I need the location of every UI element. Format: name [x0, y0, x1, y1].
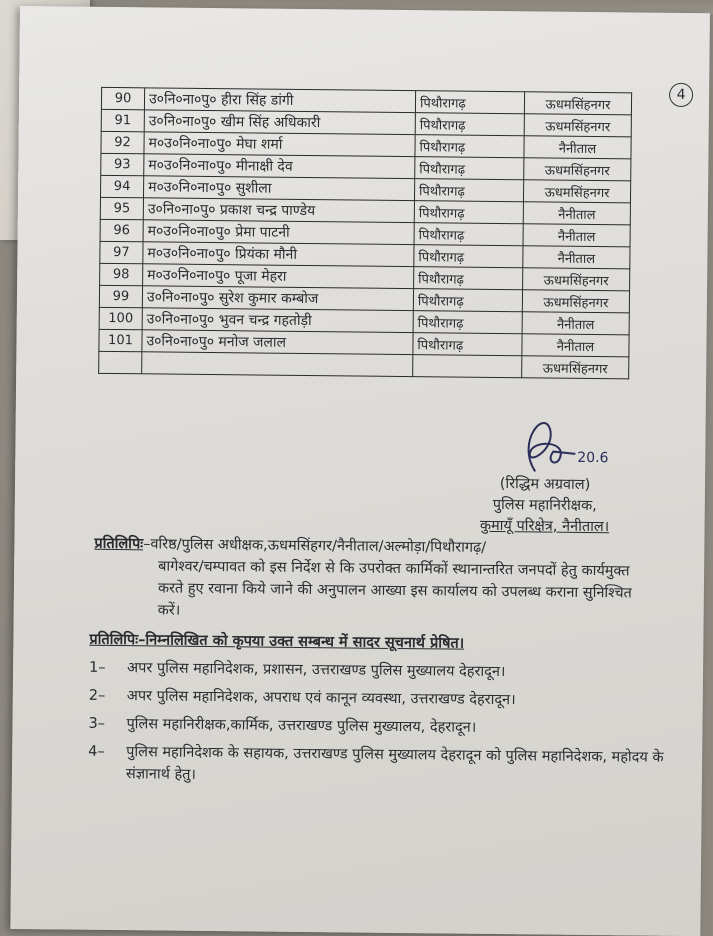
copy-heading: प्रतिलिपिः [94, 535, 144, 553]
item-text: पुलिस महानिरीक्षक,कार्मिक, उत्तराखण्ड पुलिस मुख्यालय, देहरादून। [126, 716, 477, 736]
item-number: 1– [88, 659, 106, 676]
list-item [89, 685, 669, 713]
officer-name: म०उ०नि०ना०पु० पूजा मेहरा [143, 264, 414, 289]
to-district: ऊधमसिंहनगर [524, 158, 631, 181]
copy-to-section [94, 533, 655, 627]
serial-number: 101 [99, 329, 142, 351]
serial-number: 97 [100, 241, 143, 263]
from-district: पिथौरागढ़ [414, 267, 523, 290]
item-text: अपर पुलिस महानिदेशक, अपराध एवं कानून व्यवस्था, उत्तराखण्ड देहरादून। [126, 688, 516, 709]
to-district: नैनीताल [523, 202, 630, 225]
officer-name: उ०नि०ना०पु० सुरेश कुमार कम्बोज [142, 286, 413, 311]
signatory-name: (रिद्धिम अग्रवाल) [499, 476, 591, 493]
item-number: 3– [88, 715, 106, 732]
officer-name: उ०नि०ना०पु० खीम सिंह अधिकारी [144, 110, 415, 135]
from-district: पिथौरागढ़ [414, 223, 523, 246]
to-district: ऊधमसिंहनगर [524, 114, 631, 137]
information-heading: प्रतिलिपिः–निम्नलिखित को कृपया उक्त सम्बन्ध में सादर सूचनार्थ प्रेषित। [89, 631, 465, 652]
to-district: ऊधमसिंहनगर [524, 92, 631, 115]
from-district [413, 355, 522, 378]
to-district: नैनीताल [523, 246, 630, 269]
from-district: पिथौरागढ़ [415, 113, 524, 136]
to-district: ऊधमसिंहनगर [523, 180, 630, 203]
officer-name: उ०नि०ना०पु० प्रकाश चन्द्र पाण्डेय [143, 198, 414, 223]
from-district: पिथौरागढ़ [413, 333, 522, 356]
signatory-office: कुमायूँ परिक्षेत्र, नैनीताल। [479, 517, 610, 536]
serial-number: 92 [101, 131, 144, 153]
officer-name: म०उ०नि०ना०पु० मीनाक्षी देव [144, 154, 415, 179]
officer-name: उ०नि०ना०पु० भुवन चन्द्र गहतोड़ी [142, 308, 413, 333]
table-row [99, 351, 629, 379]
to-district: नैनीताल [522, 312, 629, 335]
serial-number: 91 [101, 109, 144, 131]
officer-name: म०उ०नि०ना०पु० प्रियंका मौनी [143, 242, 414, 267]
serial-number: 96 [100, 219, 143, 241]
from-district: पिथौरागढ़ [415, 157, 524, 180]
information-copy-section [88, 629, 670, 791]
officer-name: म०उ०नि०ना०पु० सुशीला [143, 176, 414, 201]
serial-number: 94 [101, 175, 144, 197]
list-item [88, 713, 668, 741]
to-district: नैनीताल [522, 334, 629, 357]
item-text: अपर पुलिस महानिदेशक, प्रशासन, उत्तराखण्ड पुलिस मुख्यालय देहरादून। [126, 660, 506, 681]
officer-name: उ०नि०ना०पु० हीरा सिंह डांगी [144, 88, 415, 113]
item-number: 4– [88, 743, 105, 760]
officer-name [142, 352, 413, 377]
officer-name: म०उ०नि०ना०पु० मेघा शर्मा [144, 132, 415, 157]
to-district: नैनीताल [523, 224, 630, 247]
signature-mark [505, 401, 616, 482]
serial-number: 90 [101, 87, 144, 109]
signatory-block [429, 473, 660, 538]
list-item [89, 657, 669, 685]
serial-number: 93 [101, 153, 144, 175]
from-district: पिथौरागढ़ [413, 311, 522, 334]
from-district: पिथौरागढ़ [415, 91, 524, 114]
to-district: नैनीताल [524, 136, 631, 159]
officer-name: म०उ०नि०ना०पु० प्रेमा पाटनी [143, 220, 414, 245]
to-district: ऊधमसिंहनगर [523, 268, 630, 291]
document-page [10, 6, 710, 936]
to-district: ऊधमसिंहनगर [522, 290, 629, 313]
signatory-designation: पुलिस महानिरीक्षक, [492, 496, 597, 515]
signature-date: 20.6 [577, 449, 609, 467]
from-district: पिथौरागढ़ [414, 201, 523, 224]
copy-text-body: बागेश्वर/चम्पावत को इस निर्देश से कि उपरोक्त कार्मिकों स्थानान्तरित जनपदों हेतु कार्यमुक्त करते हुए रवाना किये जाने की अनुपालन आख्या इस कार्यालय को उपलब्ध कराना सुनिश्चित करें। [157, 558, 632, 619]
serial-number: 100 [99, 307, 142, 329]
transfer-table [98, 87, 632, 380]
item-number: 2– [88, 687, 106, 704]
serial-number: 98 [100, 263, 143, 285]
copy-text-line1: –वरिष्ठ/पुलिस अधीक्षक,ऊधमसिंहगर/नैनीताल/अल्मोड़ा/पिथौरागढ़/ [143, 536, 487, 556]
serial-number: 95 [100, 197, 143, 219]
page-number: 4 [669, 83, 693, 107]
officer-name: उ०नि०ना०पु० मनोज जलाल [142, 330, 413, 355]
item-text: पुलिस महानिदेशक के सहायक, उत्तराखण्ड पुलिस मुख्यालय देहरादून को पुलिस महानिदेशक, महोदय के संज्ञानार्थ हेतु। [125, 744, 664, 783]
from-district: पिथौरागढ़ [414, 245, 523, 268]
list-item [88, 741, 668, 791]
to-district: ऊधमसिंहनगर [522, 356, 629, 379]
from-district: पिथौरागढ़ [414, 179, 523, 202]
serial-number [99, 351, 142, 373]
serial-number: 99 [99, 285, 142, 307]
from-district: पिथौरागढ़ [415, 135, 524, 158]
from-district: पिथौरागढ़ [413, 289, 522, 312]
